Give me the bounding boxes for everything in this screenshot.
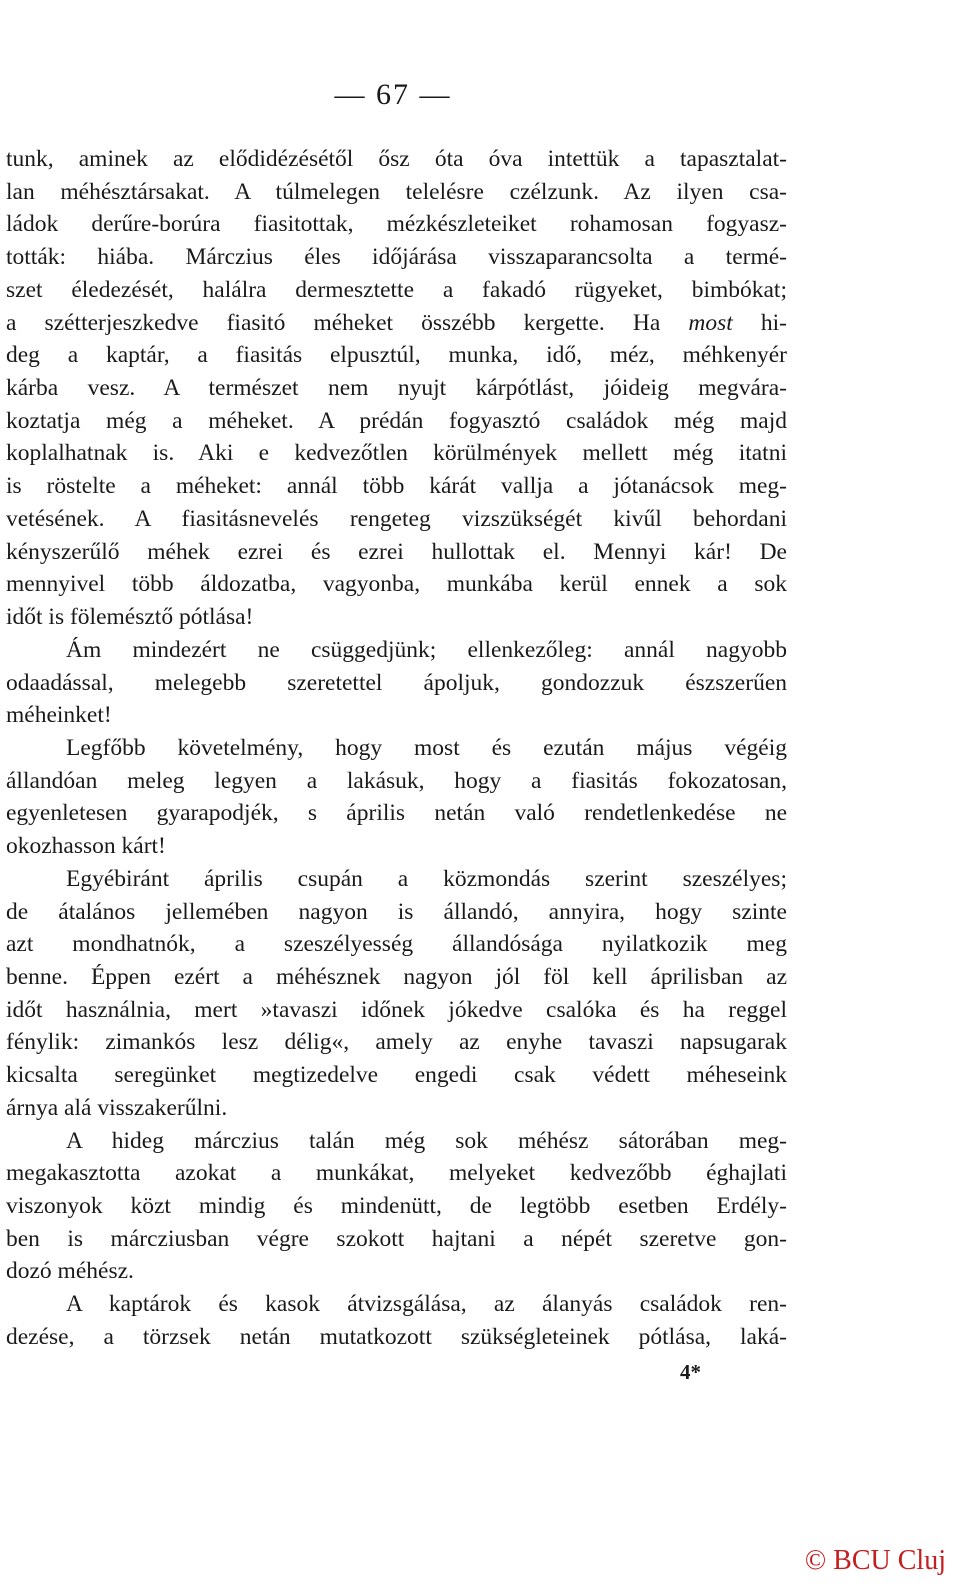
text-line: deg a kaptár, a fiasitás elpusztúl, munka, idő, méz, méhkenyér [6, 342, 787, 369]
text-line: A hideg márczius talán még sok méhész sátorában meg- [66, 1127, 787, 1154]
text-line: koplalhatnak is. Aki e kedvezőtlen körülmények mellett még itatni [6, 440, 787, 467]
text-line: Legfőbb követelmény, hogy most és ezután május végéig [66, 734, 787, 761]
signature-mark: 4* [680, 1360, 701, 1384]
text-segment: hi- [732, 309, 787, 336]
body-text [6, 143, 787, 1354]
text-line: Egyébiránt április csupán a közmondás szerint szeszélyes; [66, 865, 787, 892]
text-line: lan méhésztársakat. A túlmelegen telelésre czélzunk. Az ilyen csa- [6, 178, 787, 205]
text-line: is röstelte a méheket: annál több kárát vallja a jótanácsok meg- [6, 473, 787, 500]
text-line [6, 307, 787, 340]
text-line: tották: hiába. Márczius éles időjárása visszaparancsolta a termé- [6, 244, 787, 271]
text-line: árnya alá visszakerűlni. [6, 1094, 228, 1121]
text-line: tunk, aminek az elődidézésétől ősz óta óva intettük a tapasztalat- [6, 146, 787, 172]
text-line: A kaptárok és kasok átvizsgálása, az álanyás családok ren- [66, 1291, 787, 1318]
text-line: ben is márcziusban végre szokott hajtani a népét szeretve gon- [6, 1225, 787, 1252]
text-line: koztatja még a méheket. A prédán fogyasztó családok még majd [6, 407, 787, 434]
text-line: méheinket! [6, 702, 112, 729]
text-segment: a szétterjeszkedve fiasitó méheket összébb kergette. Ha [6, 309, 689, 336]
text-line: kicsalta seregünket megtizedelve engedi csak védett méheseink [6, 1062, 787, 1089]
text-line: kárba vesz. A természet nem nyujt kárpótlást, jóideig megvára- [6, 375, 787, 402]
text-line: okozhasson kárt! [6, 833, 166, 860]
emphasized-word: most [688, 309, 733, 336]
text-line: kényszerűlő méhek ezrei és ezrei hullottak el. Mennyi kár! De [6, 538, 787, 565]
text-line: megakasztotta azokat a munkákat, melyeket kedvezőbb éghajlati [6, 1160, 787, 1187]
text-line: de átalános jellemében nagyon is állandó, annyira, hogy szinte [6, 898, 787, 925]
text-line: benne. Éppen ezért a méhésznek nagyon jól föl kell áprilisban az [6, 963, 787, 990]
page-number: — 67 — [334, 78, 452, 111]
text-line: állandóan meleg legyen a lakásuk, hogy a fiasitás fokozatosan, [6, 767, 787, 794]
text-line: szet éledezését, halálra dermesztette a fakadó rügyeket, bimbókat; [6, 276, 787, 303]
text-line: időt is fölemésztő pótlása! [6, 604, 254, 631]
text-line: Ám mindezért ne csüggedjünk; ellenkezőleg: annál nagyobb [66, 636, 787, 663]
text-line: odaadással, melegebb szeretettel ápoljuk, gondozzuk észszerűen [6, 669, 787, 696]
text-line: időt használnia, mert »tavaszi időnek jókedve csalóka és ha reggel [6, 996, 787, 1023]
text-line: azt mondhatnók, a szeszélyesség állandósága nyilatkozik meg [6, 931, 787, 958]
text-line: fénylik: zimankós lesz délig«, amely az enyhe tavaszi napsugarak [6, 1029, 787, 1056]
text-line: egyenletesen gyarapodjék, s április netán való rendetlenkedése ne [6, 800, 787, 827]
text-line: ládok derűre-borúra fiasitottak, mézkészleteiket rohamosan fogyasz- [6, 211, 787, 238]
text-line: mennyivel több áldozatba, vagyonba, munkába kerül ennek a sok [6, 571, 787, 598]
text-line: dezése, a törzsek netán mutatkozott szükségleteinek pótlása, laká- [6, 1323, 787, 1350]
library-watermark: © BCU Cluj [804, 1545, 946, 1576]
text-line: vetésének. A fiasitásnevelés rengeteg vizszükségét kivűl behordani [6, 505, 787, 532]
text-line: viszonyok közt mindig és mindenütt, de legtöbb esetben Erdély- [6, 1193, 787, 1219]
text-line: dozó méhész. [6, 1258, 134, 1285]
